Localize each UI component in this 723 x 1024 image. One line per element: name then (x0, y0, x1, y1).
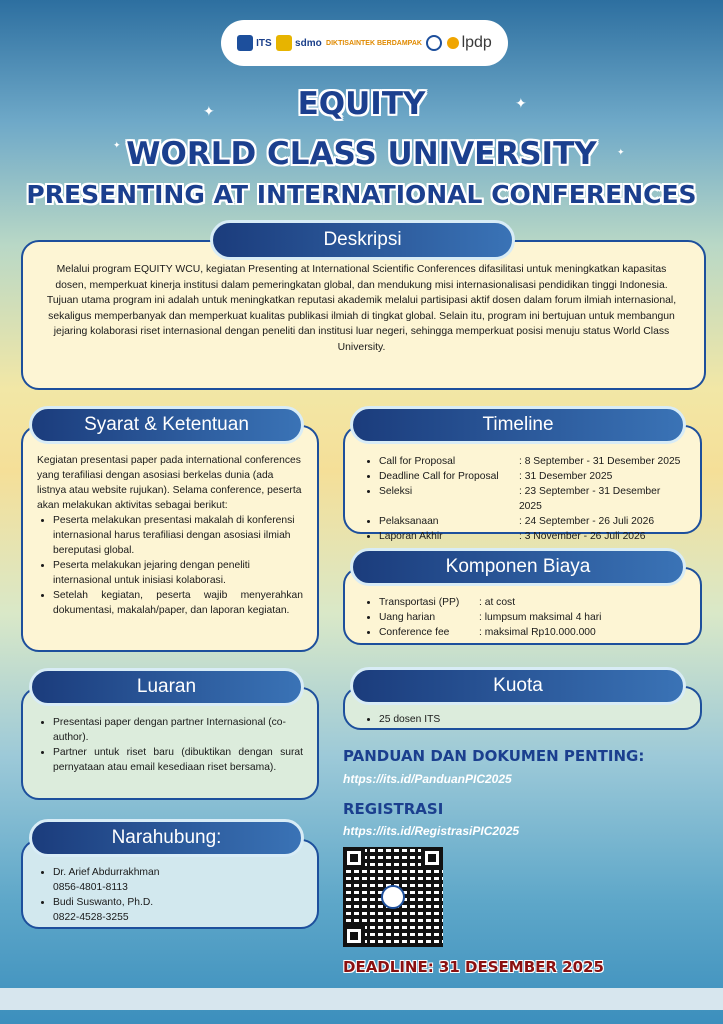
timeline-row (379, 514, 686, 529)
its-logo-icon (237, 35, 253, 51)
syarat-intro: Kegiatan presentasi paper pada international conferences yang terafiliasi dengan asosiasi berkelas dunia (ada listnya atau website rujukan). Selama conference, peserta akan melakukan aktivitas sebagai berikut: (37, 455, 302, 511)
timeline-row (379, 454, 686, 469)
registrasi-heading: REGISTRASI (343, 800, 444, 818)
timeline-value: : 24 September - 26 Juli 2026 (519, 516, 655, 527)
its-65-logo-icon (426, 35, 442, 51)
qr-finder (343, 925, 365, 947)
title-presenting: PRESENTING AT INTERNATIONAL CONFERENCES (26, 180, 697, 209)
timeline-value: : 31 Desember 2025 (519, 471, 613, 482)
timeline-list (363, 454, 686, 544)
timeline-value: : 23 September - 31 Desember 2025 (518, 486, 661, 512)
deadline-text: DEADLINE: 31 DESEMBER 2025 (343, 958, 604, 976)
syarat-list (37, 513, 303, 618)
registrasi-link[interactable]: https://its.id/RegistrasiPIC2025 (343, 824, 520, 838)
contact-phone: 0856-4801-8113 (53, 882, 128, 893)
list-item: • Peserta melakukan jejaring dengan peneliti internasional untuk inisiasi kolaborasi. (53, 558, 303, 588)
biaya-list (363, 595, 686, 640)
biaya-value: : at cost (479, 597, 516, 608)
biaya-label: • Uang harian (379, 612, 436, 623)
contact-phone: 0822-4528-3255 (53, 912, 129, 923)
sparkle-icon: ✦ (515, 96, 527, 112)
timeline-value: : 8 September - 31 Desember 2025 (519, 456, 681, 467)
its-logo-text: ITS (256, 37, 272, 49)
syarat-box (21, 425, 319, 652)
sdmo-logo-icon (276, 35, 292, 51)
title-world-class-university: WORLD CLASS UNIVERSITY (126, 136, 597, 172)
contact-item (53, 865, 303, 895)
diktisaintek-logo (326, 40, 422, 47)
kuota-list (363, 712, 686, 727)
timeline-label: • Laporan Akhir (379, 531, 443, 542)
sparkle-icon: ✦ (203, 104, 215, 120)
qr-logo-icon (381, 885, 405, 909)
timeline-label: • Deadline Call for Proposal (379, 471, 499, 482)
biaya-heading: Komponen Biaya (350, 548, 686, 586)
its-65-logo (426, 35, 442, 51)
deskripsi-heading: Deskripsi (210, 220, 515, 260)
lpdp-logo-text: lpdp (461, 34, 492, 51)
contact-name: Dr. Arief Abdurrakhman (53, 867, 160, 878)
biaya-label: • Conference fee (379, 627, 450, 638)
its-logo (237, 35, 272, 51)
biaya-value: : maksimal Rp10.000.000 (479, 627, 596, 638)
timeline-label: • Call for Proposal (379, 456, 456, 467)
qr-finder (421, 847, 443, 869)
biaya-row (379, 625, 686, 640)
panduan-link[interactable]: https://its.id/PanduanPIC2025 (343, 772, 512, 786)
lpdp-logo (447, 34, 492, 52)
kuota-heading: Kuota (350, 667, 686, 705)
narahubung-heading: Narahubung: (29, 819, 304, 857)
biaya-value: : lumpsum maksimal 4 hari (479, 612, 602, 623)
footer-strip (0, 988, 723, 1010)
timeline-row (379, 469, 686, 484)
biaya-label: • Transportasi (PP) (379, 597, 460, 608)
biaya-row (379, 610, 686, 625)
sparkle-icon: ✦ (113, 141, 121, 151)
syarat-heading: Syarat & Ketentuan (29, 406, 304, 444)
timeline-heading: Timeline (350, 406, 686, 444)
contact-name: Budi Suswanto, Ph.D. (53, 897, 154, 908)
list-item: • 25 dosen ITS (379, 712, 686, 727)
sdmo-logo-text: sdmo (295, 37, 322, 49)
timeline-row (379, 484, 686, 514)
sparkle-icon: ✦ (617, 148, 625, 158)
luaran-heading: Luaran (29, 668, 304, 706)
contact-item (53, 895, 303, 925)
panduan-heading: PANDUAN DAN DOKUMEN PENTING: (343, 747, 645, 765)
biaya-row (379, 595, 686, 610)
qr-code[interactable] (343, 847, 443, 947)
sdmo-logo (276, 35, 322, 51)
diktisaintek-logo-text: DIKTISAINTEK BERDAMPAK (326, 39, 422, 47)
list-item: • Setelah kegiatan, peserta wajib menyerahkan dokumentasi, makalah/paper, dan laporan kegiatan. (53, 588, 303, 618)
narahubung-list (37, 865, 303, 925)
list-item: • Peserta melakukan presentasi makalah di konferensi internasional harus terafiliasi dengan asosiasi ilmiah bereputasi global. (53, 513, 303, 558)
deskripsi-text: Melalui program EQUITY WCU, kegiatan Presenting at International Scientific Conferences difasilitasi untuk meningkatkan kapasitas dosen, memperkuat kinerja institusi dalam pemeringkatan global, dan mendukung misi internasionalisasi pendidikan tinggi Indonesia. Tujuan utama program ini adalah untuk meningkatkan reputasi akademik melalui partisipasi aktif dosen dalam forum ilmiah internasional, sekaligus memperbanyak dan memperkuat kualitas publikasi ilmiah di tingkat global. Selain itu, program ini bertujuan untuk membangun jejaring kolaborasi riset internasional dengan peneliti dan institusi luar negeri, sehingga memperkuat posisi menuju status World Class University. (46, 264, 677, 353)
luaran-list (37, 715, 303, 775)
timeline-label: • Seleksi (379, 486, 413, 497)
qr-finder (343, 847, 365, 869)
list-item: • Presentasi paper dengan partner Internasional (co-author). (53, 715, 303, 745)
list-item: • Partner untuk riset baru (dibuktikan dengan surat pernyataan atau email kesediaan riset bersama). (53, 745, 303, 775)
timeline-value: : 3 November - 26 Juli 2026 (519, 531, 646, 542)
timeline-label: • Pelaksanaan (379, 516, 439, 527)
title-equity: EQUITY (297, 86, 426, 122)
timeline-row (379, 529, 686, 544)
lpdp-logo-icon (447, 37, 459, 49)
logo-bar (221, 20, 508, 66)
